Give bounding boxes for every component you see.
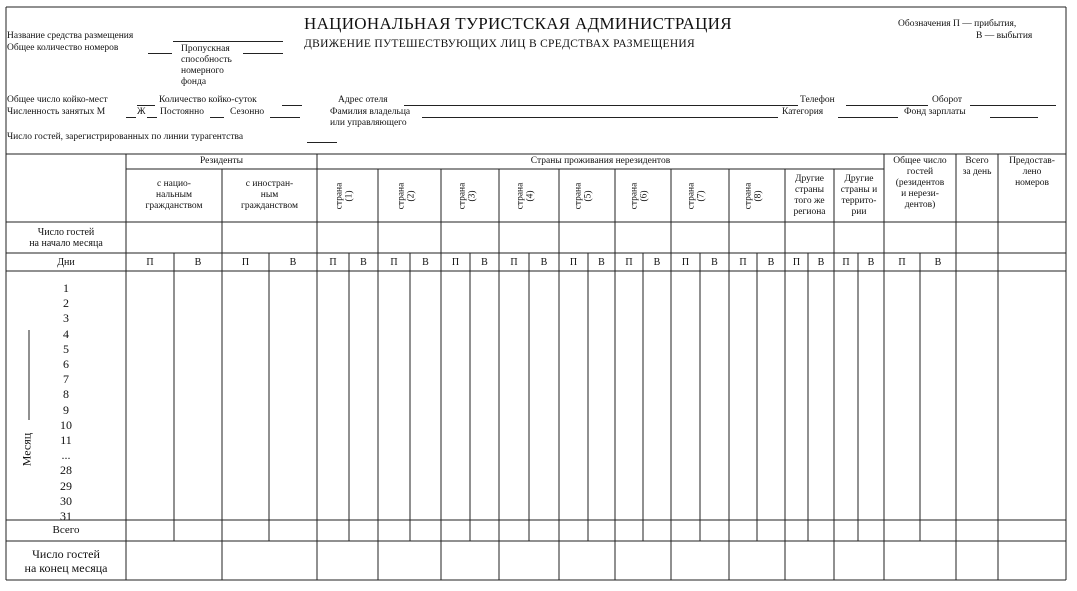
arrivals-col-header: П [898, 256, 906, 268]
phone-label: Телефон [800, 95, 835, 105]
arrivals-col-header: П [510, 256, 518, 268]
departures-col-header: В [360, 256, 367, 268]
departures-col-header: В [422, 256, 429, 268]
arrivals-col-header: П [329, 256, 337, 268]
arrivals-col-header: П [390, 256, 398, 268]
day-list: 1 2 3 4 5 6 7 8 9 10 11 ... 28 29 30 31 [60, 281, 72, 524]
hotel-address-label: Адрес отеля [338, 95, 388, 105]
total-beds-label: Общее число койко-мест [7, 95, 108, 105]
legend-departures: В — выбытия [976, 31, 1033, 41]
turnover-label: Оборот [932, 95, 962, 105]
arrivals-col-header: П [569, 256, 578, 268]
country-4-header: страна (4) [515, 182, 536, 210]
payroll-label: Фонд зарплаты [904, 107, 966, 117]
arrivals-col-header: П [625, 256, 633, 268]
category-label: Категория [782, 107, 824, 117]
rooms-provided-header: Предостав- лено номеров [1009, 156, 1055, 188]
departures-col-header: В [481, 256, 488, 268]
arrivals-col-header: П [792, 256, 801, 268]
departures-col-header: В [540, 256, 548, 268]
arrivals-col-header: П [842, 256, 850, 268]
departures-col-header: В [289, 256, 297, 268]
agency-guests-label: Число гостей, зарегистрированных по линии турагентства [7, 132, 244, 142]
header-subtitle: ДВИЖЕНИЕ ПУТЕШЕСТВУЮЩИХ ЛИЦ В СРЕДСТВАХ РАЗМЕЩЕНИЯ [304, 38, 696, 50]
country-1-header: страна (1) [334, 182, 355, 210]
residents-header: Резиденты [200, 156, 243, 166]
other-countries-header: Другие страны и террито- рии [840, 173, 878, 217]
departures-col-header: В [934, 256, 942, 268]
total-rooms-label: Общее количество номеров [7, 43, 119, 53]
departures-col-header: В [194, 256, 202, 268]
bed-days-label: Количество койко-суток [159, 95, 257, 105]
start-month-label: Число гостей на начало месяца [29, 226, 103, 249]
employees-f-label: Ж [137, 107, 146, 117]
nonresidents-header: Страны проживания нерезидентов [530, 156, 671, 166]
departures-col-header: В [867, 256, 875, 268]
arrivals-col-header: П [146, 256, 154, 268]
seasonal-label: Сезонно [230, 107, 265, 117]
month-label: Месяц [19, 432, 34, 467]
country-8-header: страна (8) [743, 182, 764, 210]
res-foreign-header: с иностран- ным гражданством [241, 179, 298, 211]
other-region-header: Другие страны того же региона [793, 173, 826, 217]
departures-col-header: В [598, 256, 605, 268]
departures-col-header: В [767, 256, 775, 268]
owner-label: Фамилия владельца или управляющего [330, 107, 411, 128]
employees-label: Численность занятых М [7, 107, 106, 117]
country-2-header: страна (2) [396, 182, 417, 210]
header-title: НАЦИОНАЛЬНАЯ ТУРИСТСКАЯ АДМИНИСТРАЦИЯ [304, 14, 732, 33]
country-7-header: страна (7) [686, 182, 707, 210]
departures-col-header: В [711, 256, 718, 268]
permanent-label: Постоянно [160, 107, 204, 117]
facility-name-label: Название средства размещения [7, 31, 134, 41]
total-guests-header: Общее число гостей (резидентов и нерези- дентов) [893, 156, 947, 210]
days-label: Дни [57, 256, 75, 268]
res-national-header: с нацио- нальным гражданством [145, 179, 203, 211]
departures-col-header: В [653, 256, 661, 268]
country-5-header: страна (5) [573, 182, 594, 210]
departures-col-header: В [817, 256, 825, 268]
total-row-label: Всего [52, 524, 80, 536]
arrivals-col-header: П [241, 256, 250, 268]
arrivals-col-header: П [739, 256, 747, 268]
per-day-header: Всего за день [962, 156, 992, 177]
arrivals-col-header: П [681, 256, 690, 268]
arrivals-col-header: П [451, 256, 460, 268]
country-3-header: страна (3) [457, 182, 478, 210]
capacity-label: Пропускная способность номерного фонда [181, 44, 232, 87]
end-month-label: Число гостей на конец месяца [24, 546, 108, 575]
legend-arrivals: Обозначения П — прибытия, [898, 19, 1017, 29]
country-6-header: страна (6) [629, 182, 650, 210]
